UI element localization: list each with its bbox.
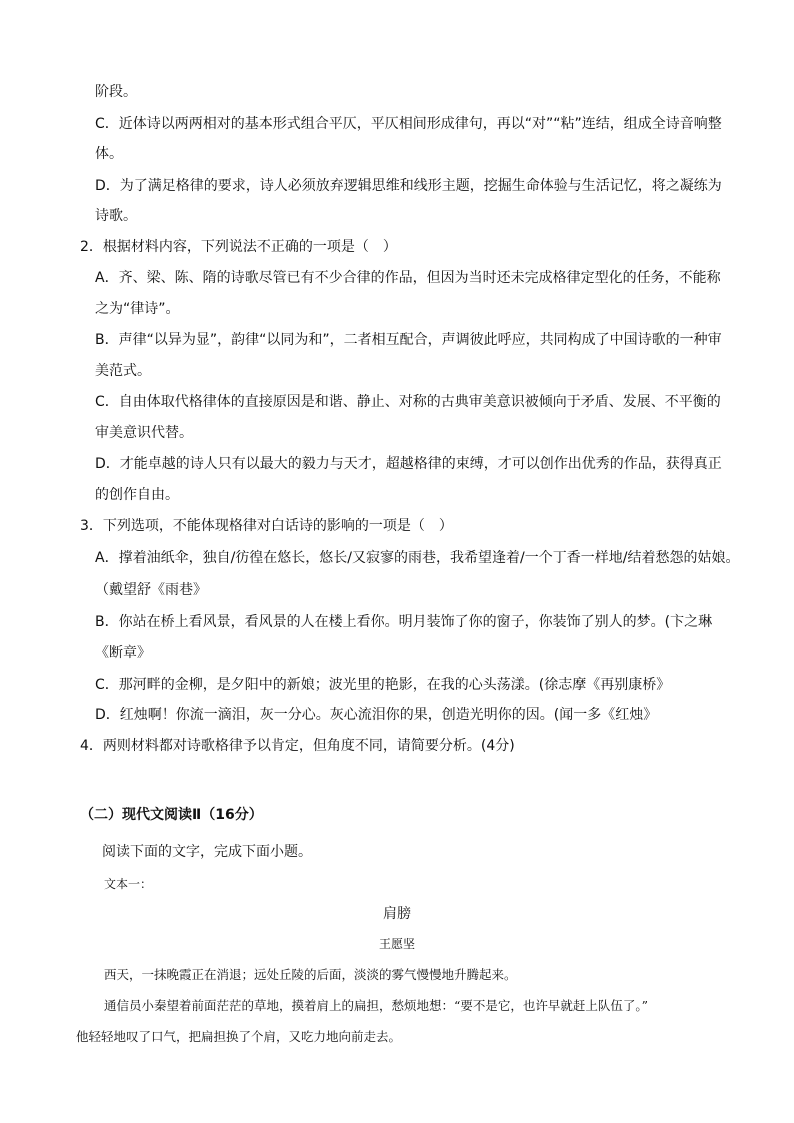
story-paragraph-1: 西天，一抹晚霞正在消退；远处丘陵的后面，淡淡的雾气慢慢地升腾起来。 xyxy=(104,967,517,982)
q3-option-a-continuation: （戴望舒《雨巷》 xyxy=(95,582,207,598)
q2-option-a-continuation: 之为“律诗”。 xyxy=(95,301,180,317)
q2-option-d: D．才能卓越的诗人只有以最大的毅力与天才，超越格律的束缚，才可以创作出优秀的作品，获得真正 xyxy=(95,456,722,472)
q3-option-b-continuation: 《断章》 xyxy=(95,645,151,661)
q2-option-c-continuation: 审美意识代替。 xyxy=(95,425,193,441)
q2-option-b-continuation: 美范式。 xyxy=(95,363,151,379)
option-d-continuation: 阶段。 xyxy=(95,84,137,100)
q3-option-b: B．你站在桥上看风景，看风景的人在楼上看你。明月装饰了你的窗子，你装饰了别人的梦。(卞之琳 xyxy=(95,614,713,630)
story-author: 王愿坚 xyxy=(378,937,415,951)
q2-option-a: A．齐、梁、陈、隋的诗歌尽管已有不少合律的作品，但因为当时还未完成格律定型化的任务，不能称 xyxy=(95,270,721,286)
story-title: 肩膀 xyxy=(383,906,411,922)
story-paragraph-2: 通信员小秦望着前面茫茫的草地，摸着肩上的扁担，愁烦地想：“要不是它，也许早就赶上队伍了。” xyxy=(104,998,649,1013)
text-one-label: 文本一： xyxy=(104,877,153,891)
q1-option-c-continuation: 体。 xyxy=(95,146,123,162)
q2-option-d-continuation: 的创作自由。 xyxy=(95,487,179,503)
q3-option-c: C．那河畔的金柳，是夕阳中的新娘；波光里的艳影，在我的心头荡漾。(徐志摩《再别康桥》 xyxy=(95,677,671,693)
question-3: 3．下列选项，不能体现格律对白话诗的影响的一项是（ ） xyxy=(80,518,453,534)
q1-option-d-continuation: 诗歌。 xyxy=(95,208,137,224)
question-2: 2．根据材料内容，下列说法不正确的一项是（ ） xyxy=(80,239,397,255)
q2-option-c: C．自由体取代格律体的直接原因是和谐、静止、对称的古典审美意识被倾向于矛盾、发展、不平衡的 xyxy=(95,394,721,410)
question-4: 4．两则材料都对诗歌格律予以肯定，但角度不同，请简要分析。(4分) xyxy=(80,738,515,754)
q1-option-d: D．为了满足格律的要求，诗人必须放弃逻辑思维和线形主题，挖掘生命体验与生活记忆，将之凝练为 xyxy=(95,178,722,194)
q3-option-d: D．红烛啊！你流一滴泪，灰一分心。灰心流泪你的果，创造光明你的因。(闻一多《红烛》 xyxy=(95,707,658,723)
reading-instruction: 阅读下面的文字，完成下面小题。 xyxy=(102,844,312,860)
q2-option-b: B．声律“以异为显”，韵律“以同为和”，二者相互配合，声调彼此呼应，共同构成了中国诗歌的一种审 xyxy=(95,332,722,348)
q1-option-c: C．近体诗以两两相对的基本形式组合平仄，平仄相间形成律句，再以“对”“粘”连结，组成全诗音响整 xyxy=(95,116,722,132)
section-heading: （二）现代文阅读Ⅱ（16分） xyxy=(80,807,263,823)
story-paragraph-2-continuation: 他轻轻地叹了口气，把扁担换了个肩，又吃力地向前走去。 xyxy=(76,1029,402,1044)
q3-option-a: A．撑着油纸伞，独自/彷徨在悠长，悠长/又寂寥的雨巷，我希望逢着/一个丁香一样地/结着愁怨的姑娘。 xyxy=(95,550,740,566)
